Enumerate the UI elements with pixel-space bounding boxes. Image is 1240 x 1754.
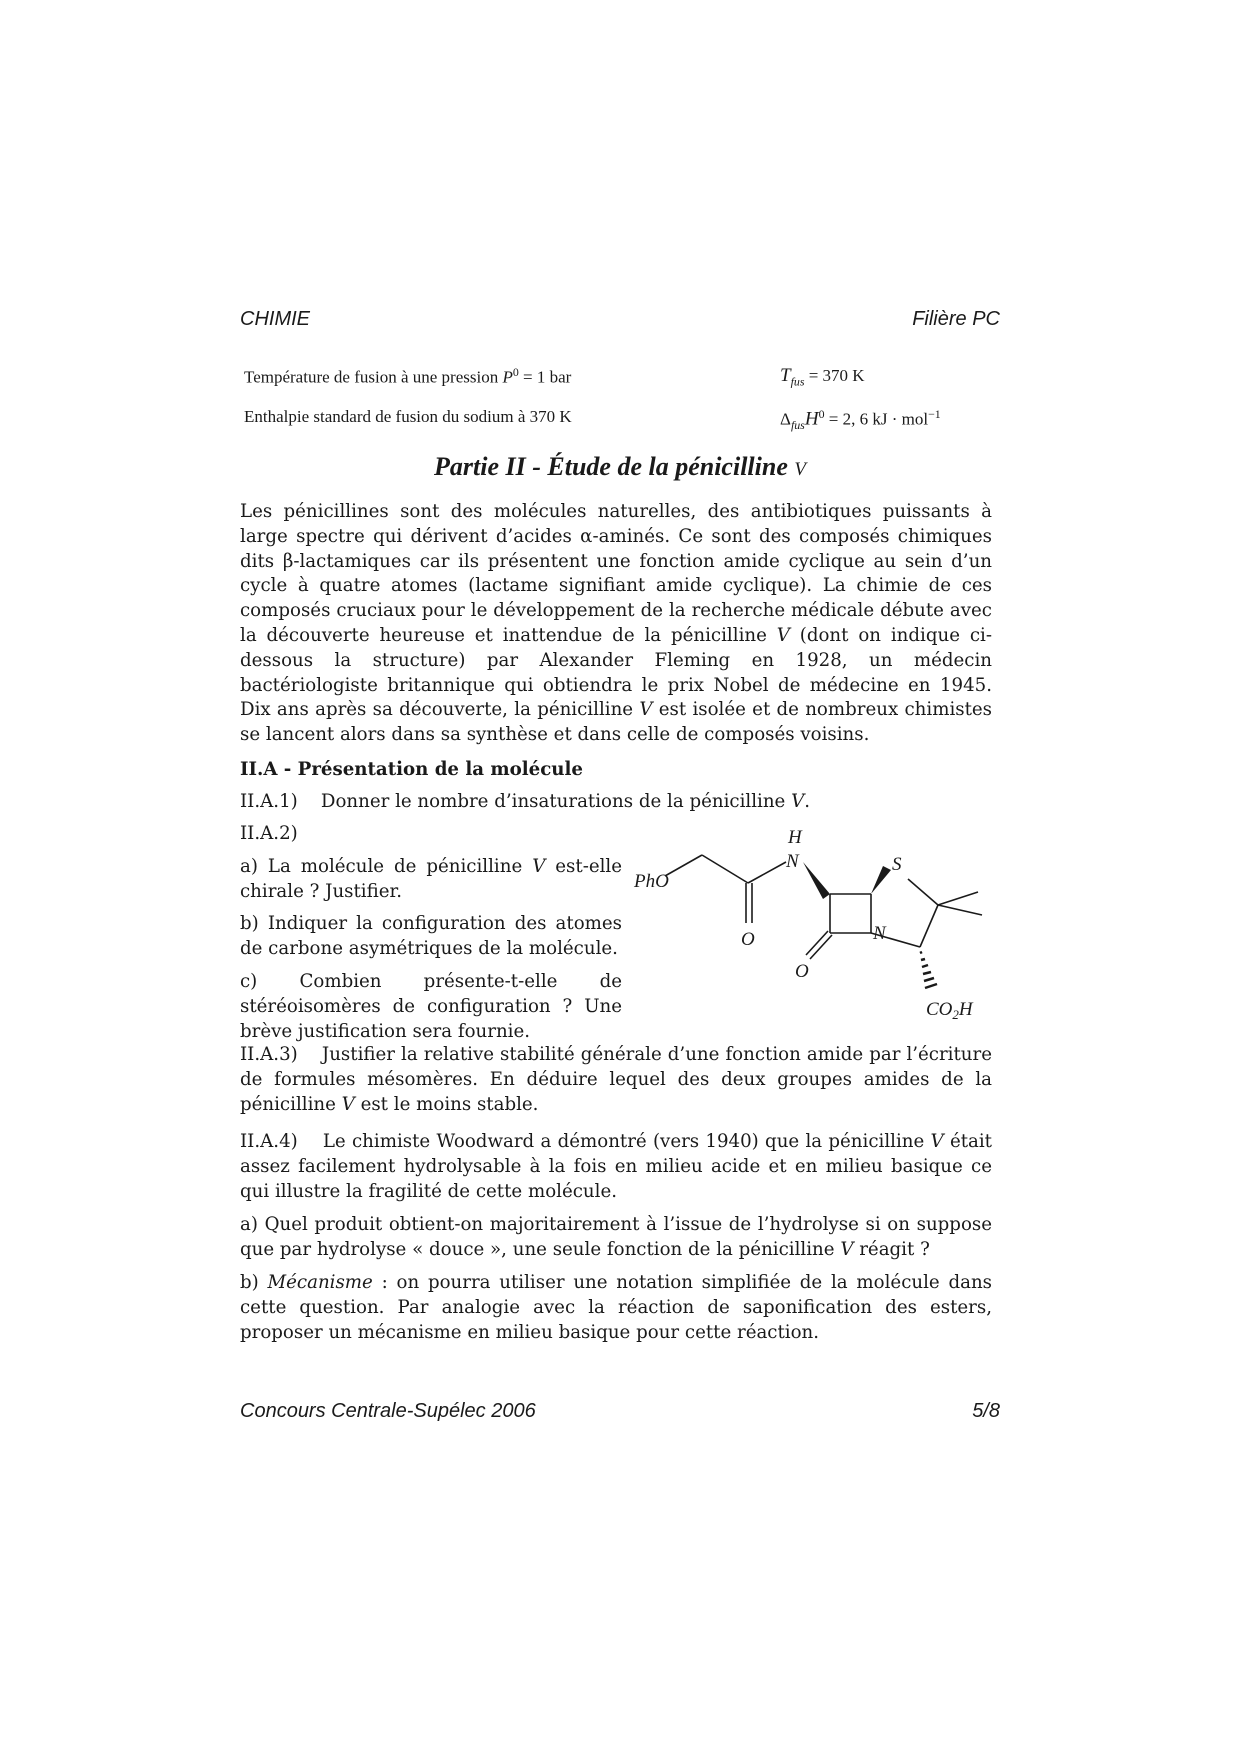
label-text: Enthalpie standard de fusion du sodium à 370 K [244, 407, 572, 426]
h-value-sup: −1 [928, 407, 941, 421]
var-v: V [532, 856, 546, 877]
question-number: II.A.3) [240, 1044, 298, 1065]
var-v: V [930, 1131, 944, 1152]
header-subject: CHIMIE [240, 308, 310, 330]
atom-o-lactam: O [795, 961, 809, 982]
footer-exam: Concours Centrale-Supélec 2006 [240, 1400, 536, 1422]
t-value: = 370 K [804, 366, 865, 385]
atom-pho: PhO [634, 871, 669, 892]
header-track: Filière PC [912, 308, 1000, 330]
delta-sub: fus [790, 418, 805, 433]
question-number: II.A.4) [240, 1131, 298, 1152]
part-a-post: réagit ? [853, 1238, 930, 1260]
question-end: était assez facilement hydrolysable à la fois en milieu acide et en milieu basique ce qui illustre la fragilité de cette molécule. [240, 1131, 992, 1202]
title-var: V [794, 459, 806, 480]
intro-text-4: (dont on indique ci-dessous la structure) par Alexander Fleming en 1928, un médecin bactériologiste britannique qui obtiendra le prix Nobel de médecine en 1945. Dix ans après sa découverte, la pénicilline [240, 624, 992, 721]
alpha-symbol: α [580, 525, 593, 547]
co2h-co: CO [926, 999, 953, 1020]
var-v: V [341, 1093, 355, 1115]
intro-paragraph [240, 500, 992, 748]
question-ii-a-1 [240, 790, 992, 815]
intro-text-2: -aminés. Ce sont des composés chimiques dits [240, 525, 992, 572]
co2h-h: H [958, 999, 973, 1020]
atom-co2h [926, 999, 974, 1022]
label-text: Température de fusion à une pression [244, 367, 499, 387]
question-text: Donner le nombre d’insaturations de la pénicilline [320, 791, 792, 812]
var-v: V [639, 699, 653, 721]
label-sup: 0 [512, 365, 519, 379]
intro-text-3: -lactamiques car ils présentent une fonction amide cyclique au sein d’un cycle à quatre atomes (lactame signifiant amide cyclique). La chimie de ces composés cruciaux pour le développement de la recherche médicale débute avec la découverte heureuse et inattendue de la pénicilline [240, 550, 992, 646]
co2h-sub: 2 [952, 1007, 959, 1022]
t-symbol: T [780, 365, 791, 386]
question-ii-a-2-a [240, 855, 622, 905]
section-heading: II.A - Présentation de la molécule [240, 759, 583, 780]
question-end: . [804, 791, 811, 812]
part-b-emphasis: Mécanisme [267, 1272, 373, 1293]
label-var: P [502, 367, 513, 387]
var-v: V [840, 1238, 854, 1260]
part-b-post: : on pourra utiliser une notation simplifiée de la molécule dans cette question. Par analogie avec la réaction de saponification des esters, proposer un mécanisme en milieu basique pour cette réaction. [240, 1272, 992, 1343]
intro-text-5: est isolée et de nombreux chimistes se lancent alors dans sa synthèse et dans celle de composés voisins. [240, 699, 992, 746]
question-number: II.A.1) [240, 791, 298, 812]
atom-h: H [788, 827, 802, 848]
atom-s: S [892, 854, 902, 875]
data-row-melting-temp-label [244, 365, 571, 388]
data-row-melting-temp-value [780, 365, 865, 389]
data-row-enthalpy-label [244, 407, 572, 427]
h-symbol: H [804, 408, 819, 430]
beta-symbol: β [282, 550, 294, 572]
var-v: V [791, 791, 805, 812]
title-text: Partie II - Étude de la pénicilline [434, 452, 795, 481]
var-v: V [776, 624, 790, 646]
atom-n: N [786, 851, 799, 872]
intro-text-1: Les pénicillines sont des molécules naturelles, des antibiotiques puissants à large spectre qui dérivent d’acides [240, 501, 992, 547]
question-ii-a-2-b: b) Indiquer la configuration des atomes de carbone asymétriques de la molécule. [240, 913, 622, 959]
penicillin-v-structure [620, 815, 1020, 1035]
question-ii-a-4 [240, 1130, 992, 1204]
question-ii-a-2-c: c) Combien présente-t-elle de stéréoisomères de configuration ? Une brève justification sera fournie. [240, 971, 622, 1042]
footer-page-number: 5/8 [972, 1400, 1000, 1422]
question-ii-a-2-number: II.A.2) [240, 823, 298, 844]
question-ii-a-4-a [240, 1213, 992, 1263]
label-val: = 1 bar [518, 367, 572, 387]
question-ii-a-3 [240, 1043, 992, 1117]
part-b-pre: b) [240, 1272, 268, 1293]
t-sub: fus [790, 374, 805, 389]
question-ii-a-4-b [240, 1271, 992, 1345]
question-text: Justifier la relative stabilité générale d’une fonction amide par l’écriture de formules mésomères. En déduire lequel des deux groupes amides de la pénicilline [240, 1044, 992, 1115]
h-sup: 0 [818, 407, 825, 421]
atom-o-amide: O [741, 929, 755, 950]
data-row-enthalpy-value [780, 407, 941, 433]
atom-n-ring: N [873, 923, 886, 944]
h-value: = 2, 6 kJ · mol [824, 409, 929, 429]
page-title [0, 452, 1240, 482]
part-a-pre: a) Quel produit obtient-on majoritairement à l’issue de l’hydrolyse si on suppose que par hydrolyse « douce », une seule fonction de la pénicilline [240, 1214, 992, 1260]
part-a-post: est-elle chirale ? Justifier. [240, 856, 622, 902]
part-a-pre: a) La molécule de pénicilline [240, 856, 533, 877]
delta-symbol: Δ [780, 409, 791, 429]
question-text: Le chimiste Woodward a démontré (vers 1940) que la pénicilline [322, 1131, 931, 1152]
question-end: est le moins stable. [354, 1093, 539, 1115]
